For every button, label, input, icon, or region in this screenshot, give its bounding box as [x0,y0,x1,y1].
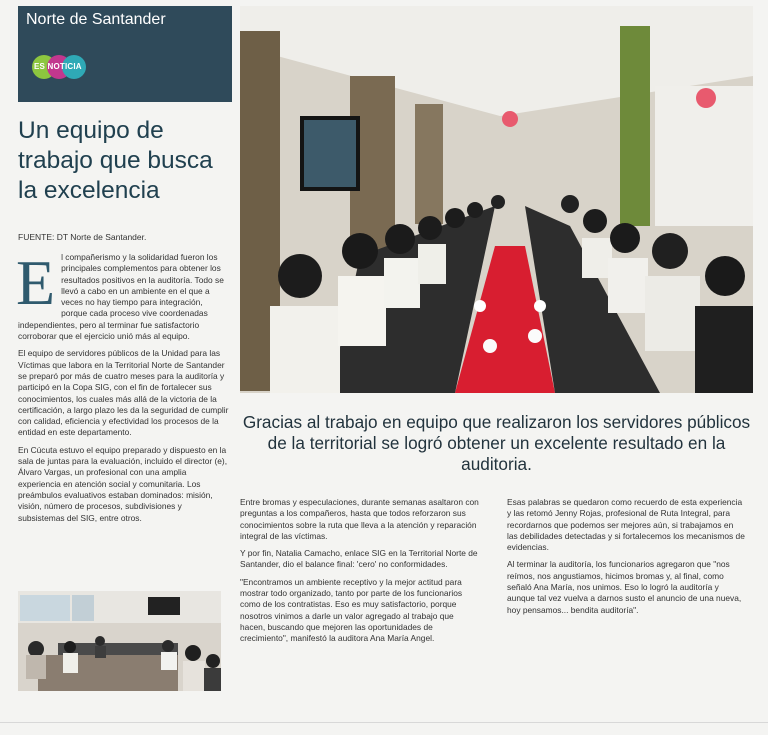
paragraph: Esas palabras se quedaron como recuerdo de esta experiencia y las retomó Jenny Rojas, profesional de Ruta Integral, para recordarnos que podemos ser mejores aún, si trabajamos en las debilidades detectadas y si fortalecemos los mecanismos de evidencias. [507,497,745,553]
office-meeting-photo [18,591,221,691]
drop-cap: E [16,247,56,318]
paragraph: Al terminar la auditoría, los funcionarios agregaron que "nos reímos, nos angustiamos, hicimos bromas y, al final, como señaló Ana María, nos unimos. Eso lo logró la auditoría y aunque tal vez vuelva a darnos susto el anuncio de una nueva, hoy pensamos... bendita auditoría". [507,559,742,615]
team-lunch-photo [240,6,753,393]
paragraph: Entre bromas y especulaciones, durante semanas asaltaron con preguntas a los compañeros, hasta que todos reforzaron sus conocimientos sobre la ruta que lleva a la atención y reparación integral de las víctimas. [240,497,479,541]
section-header [18,6,232,102]
paragraph: El equipo de servidores públicos de la Unidad para las Víctimas que labora en la Territorial Norte de Santander se preparó por más de cuatro meses para la auditoría y participó en la Copa SIG, con el fin de fortalecer sus conocimientos, los cuales más allá de la victoria de la certificación, a largo plazo les da la seguridad de cumplir con calidad, eficiencia y efectividad los procesos de la entidad en este departamento. [18,348,229,438]
paragraph: El compañerismo y la solidaridad fueron los principales complementos para obtener los resultados positivos en la auditoría. Todo se llevó a cabo en un ambiente en el que a veces no hay tiempo para integración, porque cada proceso vive coordenadas independientes, pero al terminar fue satisfactorio corroborar que el ejercicio unió más al equipo. [16,247,224,342]
paragraph: "Encontramos un ambiente receptivo y la mejor actitud para mostrar todo organizado, tanto por parte de los funcionarios como de los contratistas. Eso es muy satisfactorio, porque nosotros vinimos a darle un valor agregado al trabajo que hacen, buscando que mejoren las oportunidades de crecimiento", manifestó la auditora Ana María Angel. [240,576,463,644]
left-column [16,6,232,523]
left-body-text [16,247,230,530]
body-column-middle [240,497,479,651]
article-headline: Un equipo de trabajo que busca la excelencia [18,117,213,204]
pull-quote: Gracias al trabajo en equipo que realizaron los servidores públicos de la territorial se logró obtener un excelente resultado en la auditoria. [242,412,751,474]
paragraph: En Cúcuta estuvo el equipo preparado y dispuesto en la sala de juntas para la evaluación, incluido el director (e), Álvaro Vargas, un profesional con una amplia experiencia en atención social y comunitaria. Los preámbulos evaluativos estaban dominados: misión, visión, número de procesos, subdivisiones y subsistemas del SIG, entre otros. [18,444,228,523]
badge-label: ES NOTICIA [34,62,82,71]
footer-divider [0,722,768,723]
body-column-right [507,497,746,622]
article-source: FUENTE: DT Norte de Santander. [18,232,147,242]
paragraph: Y por fin, Natalia Camacho, enlace SIG en la Territorial Norte de Santander, dio el balance final: 'cero' no conformidades. [240,548,478,570]
region-title: Norte de Santander [26,11,166,28]
